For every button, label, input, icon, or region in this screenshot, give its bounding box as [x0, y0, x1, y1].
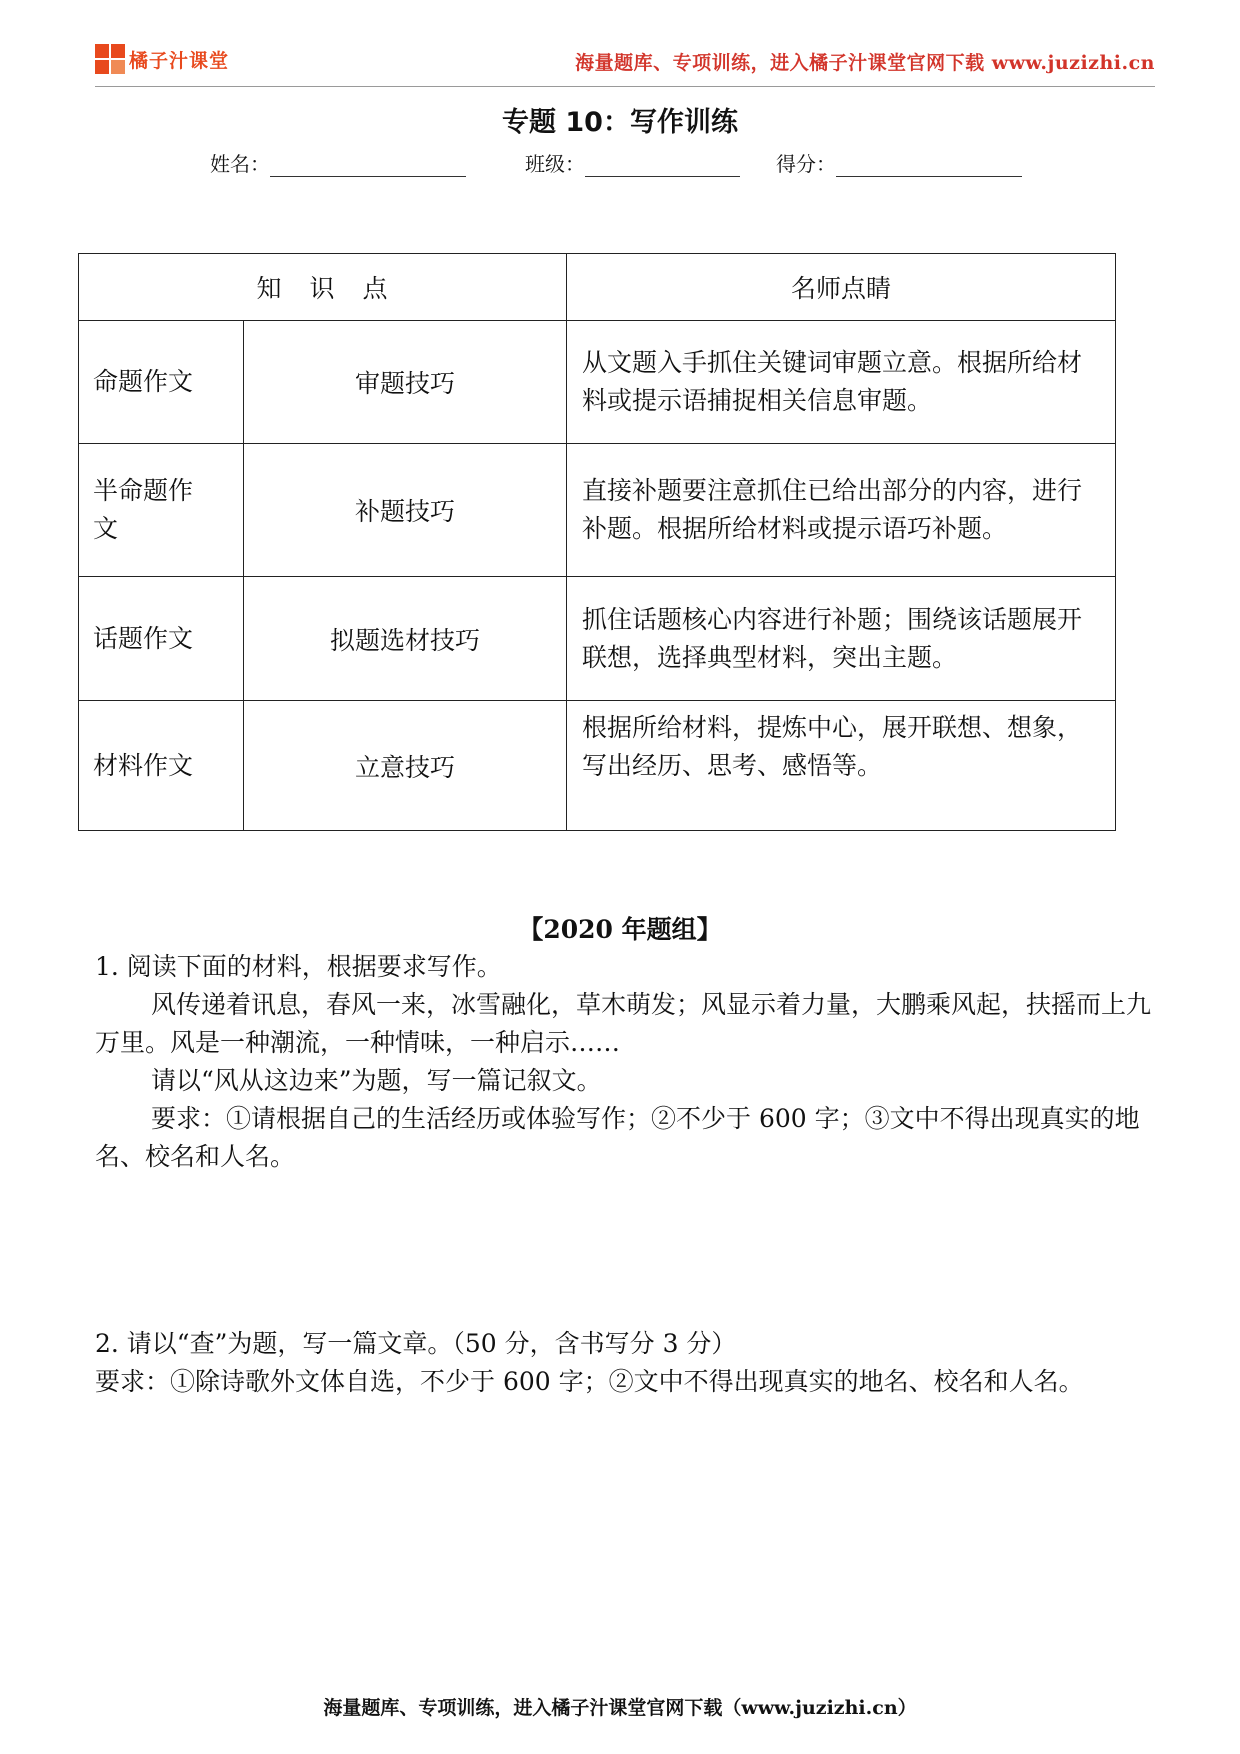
header-teacher-tips: 名师点睛: [567, 254, 1116, 321]
row-tip: 抓住话题核心内容进行补题；围绕该话题展开联想，选择典型材料，突出主题。: [567, 577, 1116, 701]
page-footer: 海量题库、专项训练，进入橘子汁课堂官网下载（www.juzizhi.cn）: [323, 1697, 917, 1719]
question-2-requirements: 要求：①除诗歌外文体自选，不少于 600 字；②文中不得出现真实的地名、校名和人名。: [95, 1367, 1084, 1396]
table-header-row: [79, 254, 1116, 321]
question-1: [95, 948, 1160, 1176]
class-label: 班级：: [525, 152, 585, 176]
header-knowledge-point: 知识点: [79, 254, 567, 321]
page-header: [95, 40, 1155, 87]
question-1-intro: 1. 阅读下面的材料，根据要求写作。: [95, 952, 502, 981]
row-tip: 从文题入手抓住关键词审题立意。根据所给材料或提示语捕捉相关信息审题。: [567, 321, 1116, 444]
name-label: 姓名：: [210, 152, 270, 176]
row-skill: 审题技巧: [244, 321, 567, 444]
logo-text: 橘子汁课堂: [129, 49, 230, 72]
header-slogan: 海量题库、专项训练，进入橘子汁课堂官网下载 www.juzizhi.cn: [575, 52, 1155, 74]
row-tip: 直接补题要注意抓住已给出部分的内容，进行补题。根据所给材料或提示语巧补题。: [567, 444, 1116, 577]
row-category: 材料作文: [79, 701, 244, 831]
question-2: [95, 1325, 1160, 1401]
name-blank[interactable]: [270, 156, 466, 177]
question-1-material: 风传递着讯息，春风一来，冰雪融化，草木萌发；风显示着力量，大鹏乘风起，扶摇而上九万里。风是一种潮流，一种情味，一种启示……: [95, 990, 1152, 1057]
class-blank[interactable]: [585, 156, 740, 177]
row-skill: 立意技巧: [244, 701, 567, 831]
table-row: [79, 321, 1116, 444]
score-blank[interactable]: [836, 156, 1022, 177]
brand-logo[interactable]: [95, 44, 229, 74]
logo-icon: [95, 44, 125, 74]
score-label: 得分：: [776, 152, 836, 176]
section-title: 【2020 年题组】: [518, 915, 722, 944]
question-2-intro: 2. 请以“查”为题，写一篇文章。（50 分，含书写分 3 分）: [95, 1329, 737, 1358]
question-1-requirements: 要求：①请根据自己的生活经历或体验写作；②不少于 600 字；③文中不得出现真实的地名、校名和人名。: [95, 1104, 1140, 1171]
row-skill: 拟题选材技巧: [244, 577, 567, 701]
row-category: 命题作文: [79, 321, 244, 444]
question-1-prompt: 请以“风从这边来”为题，写一篇记叙文。: [151, 1066, 602, 1095]
class-field[interactable]: [525, 148, 740, 177]
name-field[interactable]: [210, 148, 466, 177]
row-category: 话题作文: [79, 577, 244, 701]
table-row: [79, 577, 1116, 701]
row-category: 半命题作文: [79, 444, 244, 577]
row-skill: 补题技巧: [244, 444, 567, 577]
score-field[interactable]: [776, 148, 1022, 177]
row-tip: 根据所给材料，提炼中心，展开联想、想象，写出经历、思考、感悟等。: [567, 701, 1116, 831]
table-row: [79, 701, 1116, 831]
page-title: 专题 10：写作训练: [502, 107, 738, 138]
table-row: [79, 444, 1116, 577]
knowledge-table: [78, 253, 1116, 831]
